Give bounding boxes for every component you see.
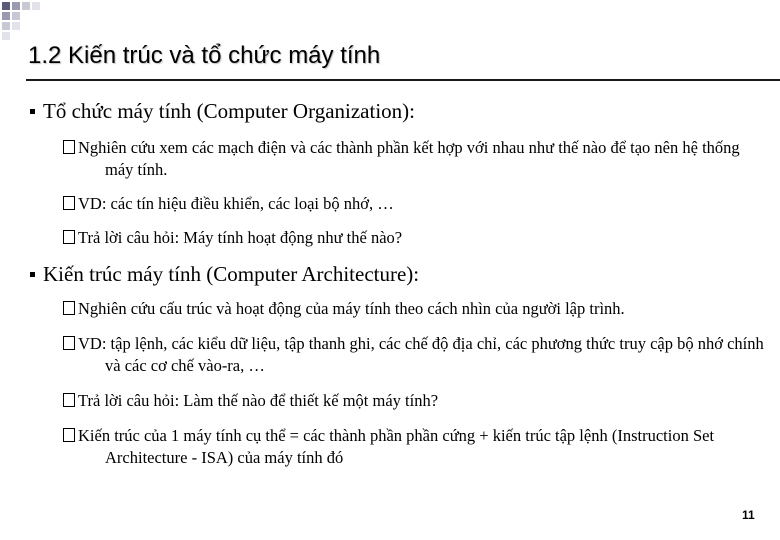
section-heading-text: Kiến trúc máy tính (Computer Architecture): <box>43 262 420 286</box>
section-heading <box>30 261 765 287</box>
square-bullet-icon <box>30 109 35 114</box>
list-item: Kiến trúc của 1 máy tính cụ thể = các thành phần phần cứng + kiến trúc tập lệnh (Instruction Set Architecture - ISA) của máy tính đó <box>30 425 765 469</box>
page-number: 11 <box>742 508 755 522</box>
title-divider <box>26 79 780 81</box>
square-bullet-icon <box>30 272 35 277</box>
checkbox-bullet-icon <box>63 393 75 407</box>
list-item: VD: tập lệnh, các kiểu dữ liệu, tập thanh ghi, các chế độ địa chỉ, các phương thức truy cập bộ nhớ chính và các cơ chế vào-ra, … <box>30 333 765 377</box>
checkbox-bullet-icon <box>63 230 75 244</box>
list-item: Trả lời câu hỏi: Làm thế nào để thiết kế một máy tính? <box>30 390 765 412</box>
checkbox-bullet-icon <box>63 428 75 442</box>
section-heading-text: Tổ chức máy tính (Computer Organization): <box>43 99 415 123</box>
section-organization <box>30 98 765 249</box>
list-item: Trả lời câu hỏi: Máy tính hoạt động như thế nào? <box>30 227 765 249</box>
checkbox-bullet-icon <box>63 301 75 315</box>
slide-title: 1.2 Kiến trúc và tổ chức máy tính <box>28 42 381 69</box>
list-item: Nghiên cứu cấu trúc và hoạt động của máy tính theo cách nhìn của người lập trình. <box>30 298 765 320</box>
slide-content <box>30 98 765 482</box>
section-heading <box>30 98 765 124</box>
list-item: Nghiên cứu xem các mạch điện và các thành phần kết hợp với nhau như thế nào để tạo nên hệ thống máy tính. <box>30 137 765 181</box>
checkbox-bullet-icon <box>63 336 75 350</box>
checkbox-bullet-icon <box>63 196 75 210</box>
checkbox-bullet-icon <box>63 140 75 154</box>
section-architecture <box>30 261 765 469</box>
list-item: VD: các tín hiệu điều khiển, các loại bộ nhớ, … <box>30 193 765 215</box>
corner-decoration <box>0 0 70 40</box>
sub-list <box>30 137 765 249</box>
sub-list <box>30 298 765 469</box>
